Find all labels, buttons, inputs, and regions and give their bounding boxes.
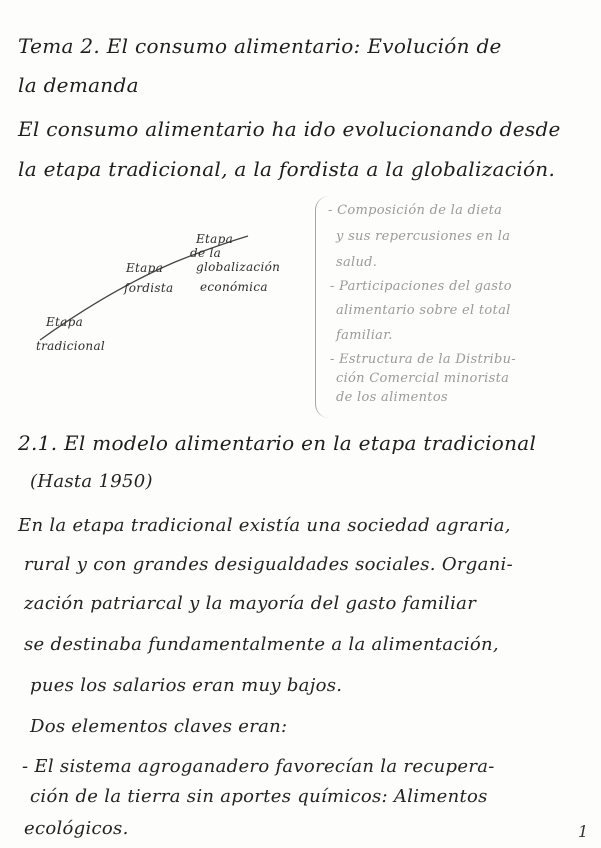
note-2-line-3: familiar.: [336, 328, 393, 343]
stage-tradicional-label-1: Etapa: [46, 315, 84, 329]
stage-tradicional-label-2: tradicional: [36, 339, 106, 353]
paragraph-2-line-2: - El sistema agroganadero favorecían la recupera-: [22, 756, 495, 777]
note-1-line-3: salud.: [336, 255, 378, 270]
page-title-line-1: Tema 2. El consumo alimentario: Evolución de: [18, 34, 502, 58]
paragraph-1-line-5: pues los salarios eran muy bajos.: [30, 675, 343, 696]
intro-line-2: la etapa tradicional, a la fordista a la globalización.: [18, 157, 556, 181]
page-number: 1: [578, 822, 589, 841]
stage-fordista-label-1: Etapa: [126, 261, 164, 275]
section-heading-line-2: (Hasta 1950): [30, 471, 153, 492]
notes-brace: [315, 196, 332, 418]
section-heading-line-1: 2.1. El modelo alimentario en la etapa tradicional: [18, 431, 537, 455]
note-3-line-3: de los alimentos: [336, 390, 448, 405]
paragraph-1-line-4: se destinaba fundamentalmente a la alimentación,: [24, 634, 499, 655]
paragraph-2-line-1: Dos elementos claves eran:: [30, 716, 288, 737]
stage-globalizacion-label-1: Etapa: [196, 232, 234, 246]
note-3-line-1: - Estructura de la Distribu-: [330, 352, 516, 367]
stage-globalizacion-label-2: de la: [190, 246, 222, 260]
paragraph-2-line-4: ecológicos.: [24, 818, 129, 839]
stage-globalizacion-label-4: económica: [200, 280, 268, 294]
note-2-line-2: alimentario sobre el total: [336, 303, 511, 318]
stage-fordista-label-2: fordista: [124, 281, 174, 295]
page-title-line-2: la demanda: [18, 73, 139, 97]
paragraph-1-line-2: rural y con grandes desigualdades sociales. Organi-: [24, 554, 513, 575]
intro-line-1: El consumo alimentario ha ido evolucionando desde: [18, 117, 561, 141]
paragraph-1-line-3: zación patriarcal y la mayoría del gasto familiar: [24, 593, 477, 614]
paragraph-2-line-3: ción de la tierra sin aportes químicos: Alimentos: [30, 786, 488, 807]
note-3-line-2: ción Comercial minorista: [336, 371, 510, 386]
paragraph-1-line-1: En la etapa tradicional existía una sociedad agraria,: [18, 515, 511, 536]
stage-globalizacion-label-3: globalización: [196, 260, 281, 274]
note-2-line-1: - Participaciones del gasto: [330, 279, 512, 294]
note-1-line-1: - Composición de la dieta: [328, 203, 503, 218]
note-1-line-2: y sus repercusiones en la: [336, 229, 511, 244]
